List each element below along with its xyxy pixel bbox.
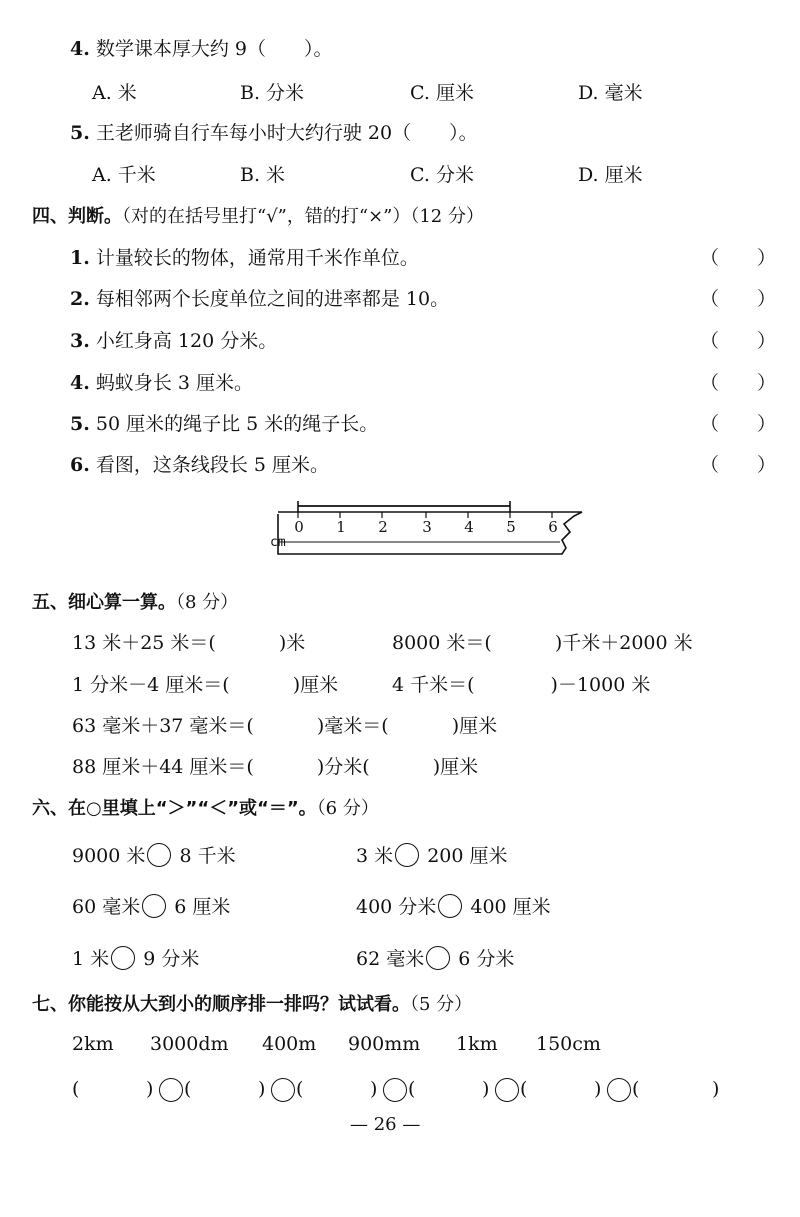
s4-item-6-text: 看图，这条线段长 5 厘米。 [95,454,330,476]
s3-q5-text: 王老师骑自行车每小时大约行驶 20（ ）。 [95,122,478,144]
section7-title: 七、你能按从大到小的顺序排一排吗？试试看。 [32,994,410,1015]
s7-blank-1-open[interactable]: ( [72,1078,80,1100]
ruler-unit: cm [270,535,286,550]
s3-q5 [70,118,478,145]
s3-q5-num: 5. [70,122,90,144]
compare-circle[interactable] [142,894,166,918]
s7-value-2: 3000dm [150,1033,229,1055]
s7-blank-5-open[interactable]: ( [520,1078,528,1100]
s3-q5-option-d: D. 厘米 [578,164,643,186]
s3-q5-option-b: B. 米 [240,164,286,186]
tick-label-3: 3 [422,518,432,536]
s4-item-5-num: 5. [70,413,90,435]
compare-circle[interactable] [111,946,135,970]
s7-blank-6-close: ) [712,1078,720,1100]
s7-value-5: 1km [456,1033,498,1055]
s3-q4 [70,34,333,61]
s4-item-3 [70,326,277,353]
compare-circle[interactable] [607,1078,631,1102]
compare-circle[interactable] [159,1078,183,1102]
compare-circle[interactable] [383,1078,407,1102]
s4-answer-4[interactable]: （ ） [700,372,777,394]
tick-label-6: 6 [548,518,558,536]
section5-title: 五、细心算一算。 [32,592,176,613]
s4-item-4-text: 蚂蚁身长 3 厘米。 [95,372,254,394]
s3-q4-option-b: B. 分米 [240,82,305,104]
s4-item-4-num: 4. [70,372,90,394]
s7-value-6: 150cm [536,1033,601,1055]
compare-circle[interactable] [495,1078,519,1102]
s3-q4-option-a: A. 米 [92,82,137,104]
s6-item-1-right: 8 千米 [179,845,236,867]
s7-value-1: 2km [72,1033,114,1055]
section4-note: （对的在括号里打“√”，错的打“×”）（12 分） [122,206,484,227]
s4-item-2-num: 2. [70,288,90,310]
s7-value-3: 400m [262,1033,317,1055]
s6-item-4 [356,892,551,919]
compare-circle[interactable] [147,843,171,867]
s5-row1-right: 8000 米＝( )千米＋2000 米 [392,632,693,654]
s3-q4-option-d: D. 毫米 [578,82,643,104]
s4-item-4 [70,368,253,395]
s7-blank-3-open[interactable]: ( [296,1078,304,1100]
s6-item-5-left: 1 米 [72,948,110,970]
section4-title: 四、判断。 [32,206,122,227]
ruler-figure [264,496,594,566]
s7-blank-5-close: ) [594,1078,602,1100]
s7-blank-2-close: ) [258,1078,266,1100]
s6-item-6-right: 6 分米 [458,948,515,970]
s3-q4-text: 数学课本厚大约 9（ ）。 [95,38,333,60]
s4-item-1-num: 1. [70,247,90,269]
s4-item-1 [70,243,419,270]
tick-label-1: 1 [336,518,346,536]
s5-row2-right: 4 千米＝( )－1000 米 [392,674,651,696]
s6-item-4-right: 400 厘米 [470,896,551,918]
section5-note: （8 分） [176,592,239,613]
s4-item-1-text: 计量较长的物体，通常用千米作单位。 [95,247,419,269]
s6-item-2-right: 200 厘米 [427,845,508,867]
tick-label-4: 4 [464,518,474,536]
s6-item-6 [356,944,514,971]
section5-heading [32,588,238,614]
s4-answer-6[interactable]: （ ） [700,454,777,476]
s7-value-4: 900mm [348,1033,421,1055]
compare-circle[interactable] [395,843,419,867]
s6-item-3-right: 6 厘米 [174,896,231,918]
s6-item-2 [356,841,508,868]
s4-item-3-num: 3. [70,330,90,352]
s4-answer-1[interactable]: （ ） [700,247,777,269]
compare-circle[interactable] [271,1078,295,1102]
s4-item-6 [70,450,329,477]
tick-label-0: 0 [294,518,304,536]
s6-item-3-left: 60 毫米 [72,896,141,918]
s3-q4-option-c: C. 厘米 [410,82,474,104]
s3-q4-num: 4. [70,38,90,60]
s4-item-6-num: 6. [70,454,90,476]
s5-row1-left: 13 米＋25 米＝( )米 [72,632,306,654]
s5-row2-left: 1 分米－4 厘米＝( )厘米 [72,674,339,696]
section6-note: （6 分） [316,798,379,819]
s4-answer-2[interactable]: （ ） [700,288,777,310]
s6-item-3 [72,892,230,919]
s4-answer-3[interactable]: （ ） [700,330,777,352]
s7-blank-4-close: ) [482,1078,490,1100]
s3-q5-option-c: C. 分米 [410,164,474,186]
s6-item-1-left: 9000 米 [72,845,146,867]
s5-row3: 63 毫米＋37 毫米＝( )毫米＝( )厘米 [72,715,498,737]
section7-note: （5 分） [410,994,473,1015]
s7-blank-4-open[interactable]: ( [408,1078,416,1100]
s4-item-2-text: 每相邻两个长度单位之间的进率都是 10。 [95,288,450,310]
s6-item-5-right: 9 分米 [143,948,200,970]
tick-label-5: 5 [506,518,516,536]
s6-item-2-left: 3 米 [356,845,394,867]
s4-item-2 [70,284,449,311]
s6-item-6-left: 62 毫米 [356,948,425,970]
s4-item-3-text: 小红身高 120 分米。 [95,330,278,352]
s4-item-5-text: 50 厘米的绳子比 5 米的绳子长。 [95,413,379,435]
tick-label-2: 2 [378,518,388,536]
section4-heading [32,202,484,228]
compare-circle[interactable] [438,894,462,918]
s4-item-5 [70,409,378,436]
s6-item-5 [72,944,199,971]
s7-blank-3-close: ) [370,1078,378,1100]
s5-row4: 88 厘米＋44 厘米＝( )分米( )厘米 [72,756,479,778]
s6-item-1 [72,841,236,868]
s6-item-4-left: 400 分米 [356,896,437,918]
s7-blank-1-close: ) [146,1078,154,1100]
section6-title: 六、在○里填上“＞”“＜”或“＝”。 [32,798,317,819]
compare-circle[interactable] [426,946,450,970]
s3-q5-option-a: A. 千米 [92,164,156,186]
s7-blank-2-open[interactable]: ( [184,1078,192,1100]
section6-heading [32,794,379,820]
page-number: — 26 — [350,1114,421,1135]
section7-heading [32,990,472,1016]
s4-answer-5[interactable]: （ ） [700,413,777,435]
s7-blank-6-open[interactable]: ( [632,1078,640,1100]
